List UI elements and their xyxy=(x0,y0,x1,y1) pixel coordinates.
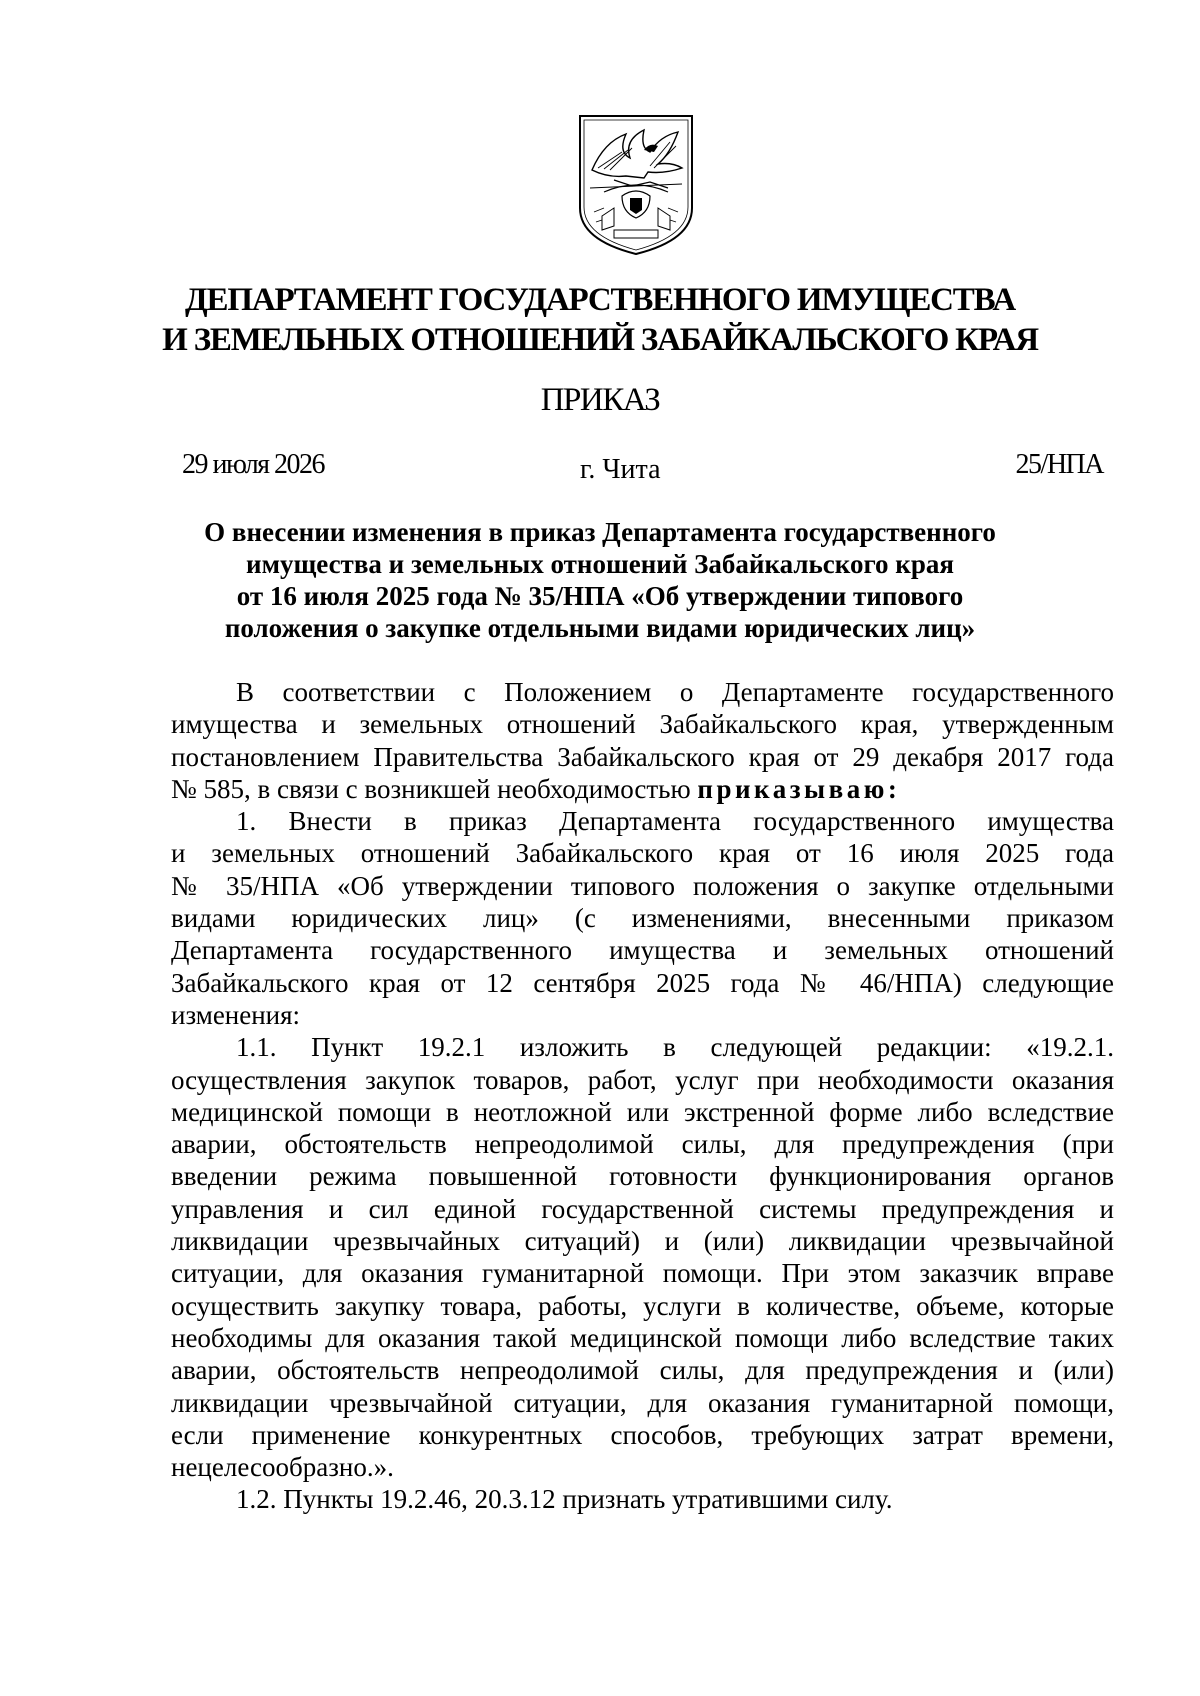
body-line: 1.1. Пункт 19.2.1 изложить в следующей редакции: «19.2.1. xyxy=(236,1032,1114,1063)
body-line: введении режима повышенной готовности функционирования органов xyxy=(171,1161,1114,1192)
body-line: Департамента государственного имущества и земельных отношений xyxy=(171,935,1114,966)
body-line: № 35/НПА «Об утверждении типового положения о закупке отдельными xyxy=(171,870,1114,901)
body-line: ликвидации чрезвычайной ситуации, для оказания гуманитарной помощи, xyxy=(171,1387,1114,1418)
body-line: изменения: xyxy=(171,999,301,1030)
document-city: г. Чита xyxy=(580,454,661,485)
subject-line: О внесении изменения в приказ Департамента государственного xyxy=(204,517,996,547)
body-line: если применение конкурентных способов, требующих затрат времени, xyxy=(171,1419,1114,1450)
body-line: В соответствии с Положением о Департаменте государственного xyxy=(236,677,1114,707)
body-line-order xyxy=(171,773,1114,805)
department-name-line-1: ДЕПАРТАМЕНТ ГОСУДАРСТВЕННОГО ИМУЩЕСТВА xyxy=(185,282,1015,318)
document-body xyxy=(171,676,1114,1516)
body-line: 1. Внести в приказ Департамента государственного имущества xyxy=(236,806,1114,837)
body-line: имущества и земельных отношений Забайкальского края, утвержденным xyxy=(171,709,1114,740)
body-line: аварии, обстоятельств непреодолимой силы, для предупреждения (при xyxy=(171,1129,1114,1160)
body-line: и земельных отношений Забайкальского края от 16 июля 2025 года xyxy=(171,838,1114,869)
department-name-line-2: И ЗЕМЕЛЬНЫХ ОТНОШЕНИЙ ЗАБАЙКАЛЬСКОГО КРАЯ xyxy=(162,322,1038,358)
body-line: управления и сил единой государственной системы предупреждения и xyxy=(171,1193,1114,1224)
body-line: осуществить закупку товара, работы, услуги в количестве, объеме, которые xyxy=(171,1290,1114,1321)
body-line: необходимы для оказания такой медицинской помощи либо вследствие таких xyxy=(171,1322,1114,1353)
subject-line: от 16 июля 2025 года № 35/НПА «Об утверждении типового xyxy=(236,581,964,611)
body-line: видами юридических лиц» (с изменениями, внесенными приказом xyxy=(171,903,1114,934)
body-line: ликвидации чрезвычайных ситуаций) и (или) ликвидации чрезвычайной xyxy=(171,1226,1114,1257)
body-line: медицинской помощи в неотложной или экстренной форме либо вследствие xyxy=(171,1096,1114,1127)
document-number: 25/НПА xyxy=(1015,449,1103,480)
body-line-text: № 585, в связи с возникшей необходимостью xyxy=(171,773,698,804)
body-line: нецелесообразно.». xyxy=(171,1452,394,1483)
body-line: осуществления закупок товаров, работ, услуг при необходимости оказания xyxy=(171,1064,1114,1095)
subject-line: положения о закупке отдельными видами юридических лиц» xyxy=(224,613,976,643)
document-kind: ПРИКАЗ xyxy=(540,382,660,418)
document-date: 29 июля 2026 xyxy=(182,449,325,480)
order-word: приказываю: xyxy=(697,773,901,804)
body-line: 1.2. Пункты 19.2.46, 20.3.12 признать утратившими силу. xyxy=(236,1484,893,1515)
body-line: аварии, обстоятельств непреодолимой силы, для предупреждения и (или) xyxy=(171,1355,1114,1386)
coat-of-arms-icon xyxy=(574,112,698,258)
body-line: ситуации, для оказания гуманитарной помощи. При этом заказчик вправе xyxy=(171,1258,1114,1289)
body-line: Забайкальского края от 12 сентября 2025 года № 46/НПА) следующие xyxy=(171,967,1114,998)
document-subject xyxy=(150,516,1050,644)
body-line: постановлением Правительства Забайкальского края от 29 декабря 2017 года xyxy=(171,741,1114,772)
subject-line: имущества и земельных отношений Забайкальского края xyxy=(246,549,954,579)
